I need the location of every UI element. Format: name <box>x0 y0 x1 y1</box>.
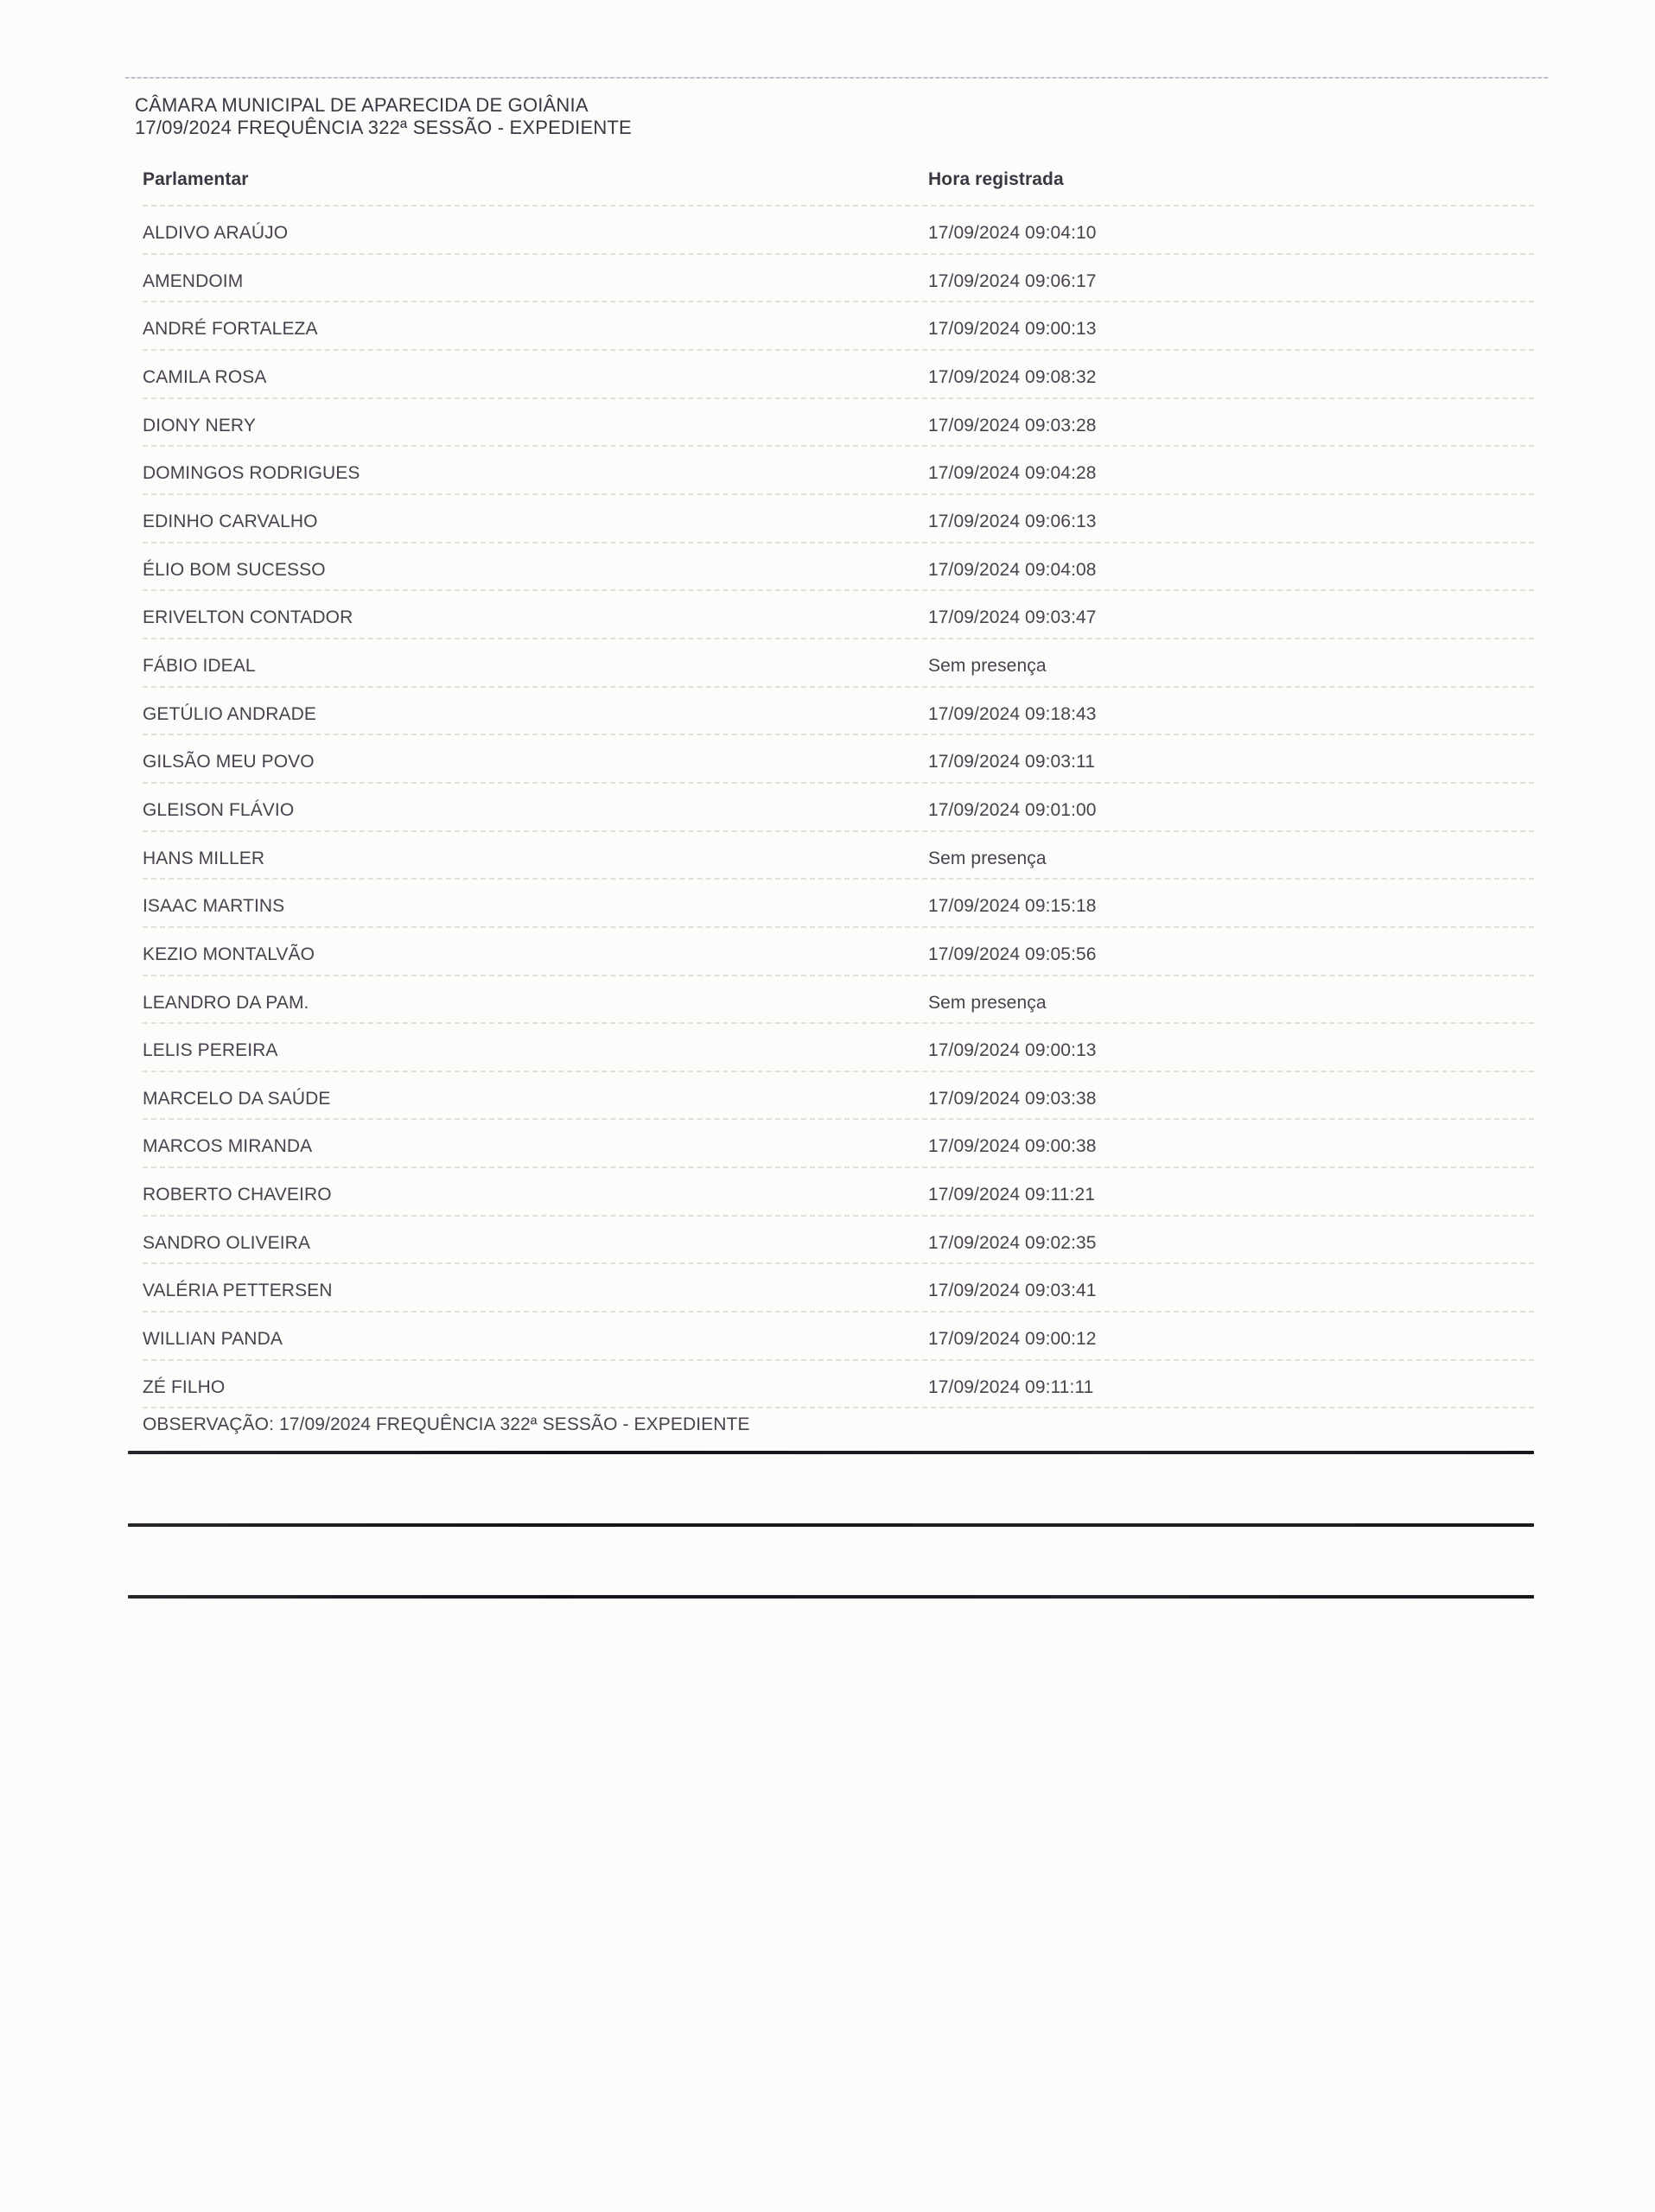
table-row <box>143 975 1534 1023</box>
table-header-row <box>143 160 1534 205</box>
hora-registrada-value: 17/09/2024 09:00:12 <box>928 1329 1097 1350</box>
table-row <box>143 1215 1534 1263</box>
hora-registrada-value: 17/09/2024 09:03:41 <box>928 1281 1097 1301</box>
hora-registrada-value: Sem presença <box>928 848 1047 868</box>
table-body <box>143 205 1534 1407</box>
parlamentar-name: ISAAC MARTINS <box>143 896 285 917</box>
table-row <box>143 205 1534 253</box>
hora-registrada-value: 17/09/2024 09:02:35 <box>928 1232 1097 1253</box>
hora-registrada-value: 17/09/2024 09:06:13 <box>928 511 1097 531</box>
table-row <box>143 253 1534 302</box>
parlamentar-name: DOMINGOS RODRIGUES <box>143 463 360 484</box>
hora-registrada-value: 17/09/2024 09:05:56 <box>928 944 1097 964</box>
parlamentar-name: ANDRÉ FORTALEZA <box>143 319 318 340</box>
footer-rule-3 <box>128 1595 1534 1599</box>
column-header-parlamentar: Parlamentar <box>143 169 249 189</box>
hora-registrada-value: 17/09/2024 09:08:32 <box>928 366 1097 387</box>
table-row <box>143 1118 1534 1166</box>
title-line-institution: CÂMARA MUNICIPAL DE APARECIDA DE GOIÂNIA <box>135 94 589 116</box>
table-row <box>143 1311 1534 1359</box>
hora-registrada-value: 17/09/2024 09:03:47 <box>928 607 1097 628</box>
parlamentar-name: EDINHO CARVALHO <box>143 511 318 531</box>
parlamentar-name: GILSÃO MEU POVO <box>143 752 315 772</box>
table-row <box>143 686 1534 734</box>
table-row <box>143 1359 1534 1408</box>
parlamentar-name: GLEISON FLÁVIO <box>143 799 295 820</box>
table-row <box>143 1022 1534 1071</box>
parlamentar-name: WILLIAN PANDA <box>143 1329 283 1350</box>
header-divider-line <box>125 77 1549 79</box>
table-row <box>143 397 1534 446</box>
table-row <box>143 830 1534 879</box>
parlamentar-name: ÉLIO BOM SUCESSO <box>143 559 326 580</box>
hora-registrada-value: 17/09/2024 09:04:08 <box>928 559 1097 580</box>
column-header-hora-registrada: Hora registrada <box>928 169 1064 189</box>
table-row <box>143 1262 1534 1311</box>
table-row <box>143 301 1534 349</box>
table-row <box>143 926 1534 975</box>
hora-registrada-value: Sem presença <box>928 655 1047 676</box>
table-row <box>143 1071 1534 1119</box>
hora-registrada-value: 17/09/2024 09:04:28 <box>928 463 1097 484</box>
hora-registrada-value: Sem presença <box>928 992 1047 1013</box>
parlamentar-name: KEZIO MONTALVÃO <box>143 944 315 964</box>
hora-registrada-value: 17/09/2024 09:00:38 <box>928 1136 1097 1157</box>
hora-registrada-value: 17/09/2024 09:15:18 <box>928 896 1097 917</box>
parlamentar-name: CAMILA ROSA <box>143 366 267 387</box>
attendance-table <box>143 160 1534 1446</box>
hora-registrada-value: 17/09/2024 09:01:00 <box>928 799 1097 820</box>
hora-registrada-value: 17/09/2024 09:06:17 <box>928 270 1097 291</box>
hora-registrada-value: 17/09/2024 09:03:11 <box>928 752 1096 772</box>
parlamentar-name: AMENDOIM <box>143 270 244 291</box>
footer-rule-2 <box>128 1523 1534 1527</box>
table-row <box>143 782 1534 830</box>
parlamentar-name: SANDRO OLIVEIRA <box>143 1232 311 1253</box>
hora-registrada-value: 17/09/2024 09:18:43 <box>928 703 1097 724</box>
observation-text: OBSERVAÇÃO: 17/09/2024 FREQUÊNCIA 322ª SESSÃO - EXPEDIENTE <box>143 1414 750 1435</box>
hora-registrada-value: 17/09/2024 09:11:21 <box>928 1185 1096 1205</box>
footer-rule-1 <box>128 1451 1534 1454</box>
hora-registrada-value: 17/09/2024 09:00:13 <box>928 1040 1097 1061</box>
table-row <box>143 878 1534 926</box>
document-title <box>135 94 632 139</box>
parlamentar-name: DIONY NERY <box>143 415 256 435</box>
table-row <box>143 638 1534 686</box>
parlamentar-name: HANS MILLER <box>143 848 265 868</box>
table-row <box>143 734 1534 782</box>
parlamentar-name: ALDIVO ARAÚJO <box>143 223 289 243</box>
table-row <box>143 445 1534 493</box>
parlamentar-name: GETÚLIO ANDRADE <box>143 703 317 724</box>
table-row <box>143 349 1534 397</box>
table-row <box>143 493 1534 542</box>
hora-registrada-value: 17/09/2024 09:03:28 <box>928 415 1097 435</box>
hora-registrada-value: 17/09/2024 09:00:13 <box>928 319 1097 340</box>
parlamentar-name: MARCOS MIRANDA <box>143 1136 313 1157</box>
parlamentar-name: ERIVELTON CONTADOR <box>143 607 353 628</box>
hora-registrada-value: 17/09/2024 09:04:10 <box>928 223 1097 243</box>
parlamentar-name: LEANDRO DA PAM. <box>143 992 309 1013</box>
table-row <box>143 542 1534 590</box>
observation-row <box>143 1407 1534 1446</box>
table-row <box>143 1166 1534 1215</box>
title-line-session: 17/09/2024 FREQUÊNCIA 322ª SESSÃO - EXPEDIENTE <box>135 117 632 138</box>
hora-registrada-value: 17/09/2024 09:11:11 <box>928 1376 1094 1397</box>
hora-registrada-value: 17/09/2024 09:03:38 <box>928 1088 1097 1109</box>
table-row <box>143 589 1534 638</box>
parlamentar-name: LELIS PEREIRA <box>143 1040 278 1061</box>
parlamentar-name: VALÉRIA PETTERSEN <box>143 1281 333 1301</box>
parlamentar-name: ZÉ FILHO <box>143 1376 226 1397</box>
parlamentar-name: MARCELO DA SAÚDE <box>143 1088 331 1109</box>
parlamentar-name: ROBERTO CHAVEIRO <box>143 1185 332 1205</box>
parlamentar-name: FÁBIO IDEAL <box>143 655 256 676</box>
